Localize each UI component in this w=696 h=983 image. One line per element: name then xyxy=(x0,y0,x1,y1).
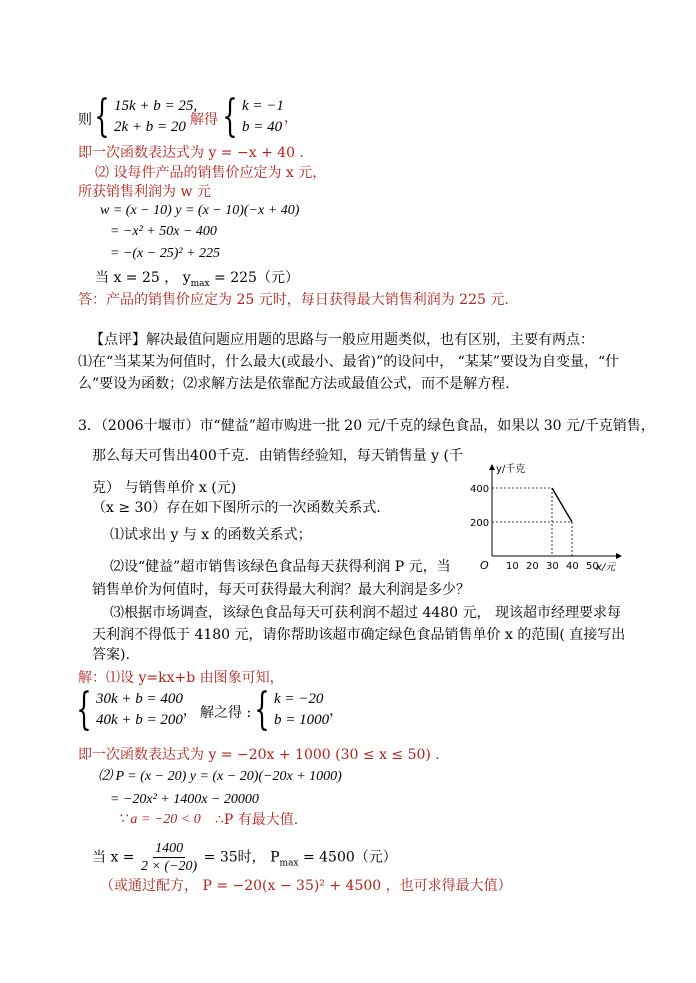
sales-chart xyxy=(466,460,626,575)
solution-row: b = 1000 xyxy=(274,712,330,728)
vertex-fraction: $\frac{1400}{2 \times (-20)}$ xyxy=(140,841,198,874)
y-tick-label: 200 xyxy=(470,518,490,529)
review-line-3: 么”要设为函数；⑵求解方法是依靠配方法或最值公式，而不是解方程. xyxy=(78,376,510,392)
equation-row: 2k + b = 20 xyxy=(114,119,186,135)
x-axis-label: x/元 xyxy=(596,562,616,573)
comma: ， xyxy=(182,703,197,719)
linear-function-1: 即一次函数表达式为 y = −x + 40 . xyxy=(78,145,304,161)
x-axis-arrow xyxy=(616,553,622,559)
comma: ， xyxy=(329,703,344,719)
sol3-line-1: 解：⑴设 y=kx+b 由图象可知， xyxy=(78,670,284,686)
w-eq-1: w = (x − 10) y = (x − 10)(−x + 40) xyxy=(100,203,300,218)
p-condition: ∵ a = −20 < 0 xyxy=(118,812,201,827)
part2-setup: ⑵ 设每件产品的销售价应定为 x 元， xyxy=(95,165,327,181)
y-tick-label: 400 xyxy=(470,484,490,495)
q3-line-2: 那么每天可售出400千克．由销售经验知，每天销售量 y (千 xyxy=(92,448,463,464)
q3-sub-2b: 销售单价为何值时，每天可获得最大利润？最大利润是多少？ xyxy=(92,582,470,598)
x-tick-label: 10 xyxy=(506,561,519,572)
w-eq-3: = −(x − 25)² + 225 xyxy=(110,246,221,261)
series-line xyxy=(552,488,572,522)
equation-row: 40k + b = 200 xyxy=(96,712,183,728)
comma: ， xyxy=(283,110,298,126)
alt-method: （或通过配方， P = −20(x − 35)² + 4500 ，也可求得最大值） xyxy=(100,878,512,894)
solve-label: 解得 xyxy=(190,112,218,128)
equation-row: 30k + b = 400 xyxy=(96,691,183,707)
q3-sub-1: ⑴试求出 y 与 x 的函数关系式； xyxy=(110,527,312,543)
then-label: 则 xyxy=(78,112,92,128)
p-eq-2: = −20x² + 1400x − 20000 xyxy=(110,792,259,807)
x-tick-label: 50 xyxy=(586,561,599,572)
max-statement-2: 当 x = $\frac{1400}{2 \times (-20)}$ = 35时， $P_{max} = 4500$（元） xyxy=(92,841,397,874)
y-axis-arrow xyxy=(489,464,495,470)
solve-label-2: 解之得 : xyxy=(200,705,252,721)
solution-row: k = −20 xyxy=(274,691,324,707)
y-axis-label: y/千克 xyxy=(496,464,526,475)
p-has-max: ∴P 有最大值. xyxy=(215,812,299,828)
solution-system-2: { k = −20 b = 1000 ， xyxy=(254,684,344,735)
x-tick-label: 30 xyxy=(546,561,559,572)
review-line-2: ⑴在“当某某为何值时，什么最大(或最小、最省)”的设问中， “某某”要设为自变量，“什 xyxy=(78,354,620,370)
x-tick-label: O xyxy=(480,559,489,572)
equation-system-1: { 15k + b = 25, 2k + b = 20 xyxy=(94,91,198,142)
x-tick-label: 40 xyxy=(566,561,579,572)
answer-1: 答：产品的销售价应定为 25 元时，每日获得最大销售利润为 225 元. xyxy=(78,292,509,308)
q3-sub-2a: ⑵设“健益”超市销售该绿色食品每天获得利润 P 元，当 xyxy=(110,559,451,575)
equation-row: 15k + b = 25, xyxy=(114,98,198,114)
solution-row: k = −1 xyxy=(242,98,284,114)
solution-row: b = 40 xyxy=(242,119,283,135)
q3-sub-3a: ⑶根据市场调查，该绿色食品每天可获利润不超过 4480 元， 现该超市经理要求每 xyxy=(110,605,621,621)
linear-function-2: 即一次函数表达式为 y = −20x + 1000 (30 ≤ x ≤ 50) . xyxy=(78,747,440,763)
equation-system-2: { 30k + b = 400 40k + b = 200 ， xyxy=(76,684,197,735)
q3-line-3: 克） 与销售单价 x (元) xyxy=(92,480,237,496)
solution-system-1: { k = −1 b = 40 ， xyxy=(222,91,298,142)
p-eq-1: ⑵ P = (x − 20) y = (x − 20)(−20x + 1000) xyxy=(98,769,342,784)
q3-line-1: 3．（2006十堰市）市“健益”超市购进一批 20 元/千克的绿色食品，如果以 30 元/千克销售， xyxy=(78,418,655,434)
q3-sub-3c: 答案). xyxy=(92,647,130,663)
x-tick-label: 20 xyxy=(526,561,539,572)
q3-line-4: （x ≥ 30）存在如下图所示的一次函数关系式． xyxy=(92,500,391,516)
max-statement-1: 当 x = 25 ， $y_{max} = 225$（元） xyxy=(95,270,299,289)
q3-sub-3b: 天利润不得低于 4180 元，请你帮助该超市确定绿色食品销售单价 x 的范围( 直接写出 xyxy=(92,627,626,643)
review-line-1: 【点评】解决最值问题应用题的思路与一般应用题类似，也有区别，主要有两点： xyxy=(90,332,594,348)
part2-profit: 所获销售利润为 w 元 xyxy=(78,184,211,200)
w-eq-2: = −x² + 50x − 400 xyxy=(110,224,217,239)
